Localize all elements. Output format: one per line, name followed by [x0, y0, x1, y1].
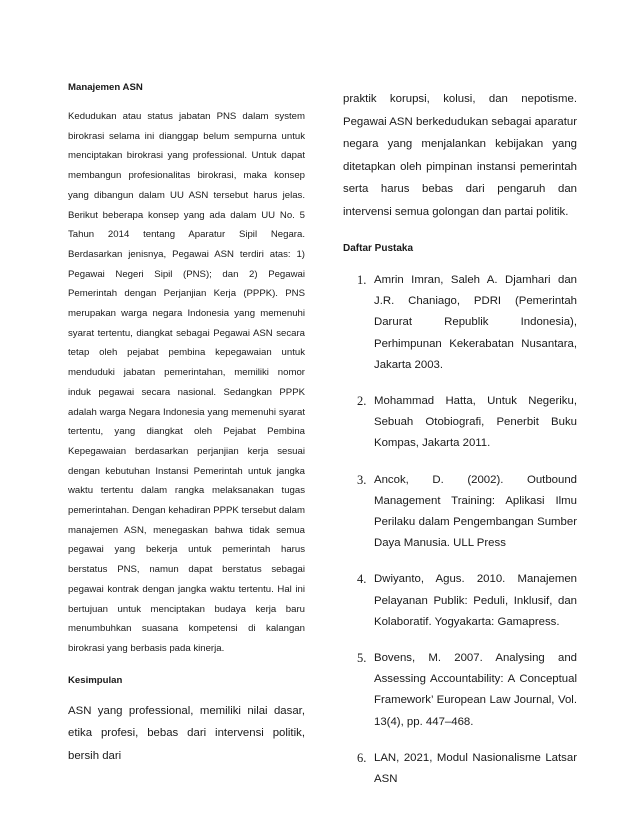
paragraph-manajemen-asn: Kedudukan atau status jabatan PNS dalam system birokrasi selama ini dianggap belum sempurna untuk menciptakan birokrasi yang professional. Untuk dapat membangun profesionalitas birokrasi, maka konsep yang dibangun dalam UU ASN tersebut harus jelas. Berikut beberapa konsep yang ada dalam UU No. 5 Tahun 2014 tentang Aparatur Sipil Negara. Berdasarkan jenisnya, Pegawai ASN terdiri atas: 1) Pegawai Negeri Sipil (PNS); dan 2) Pegawai Pemerintah dengan Perjanjian Kerja (PPPK). PNS merupakan warga negara Indonesia yang memenuhi syarat tertentu, diangkat sebagai Pegawai ASN secara tetap oleh pejabat pembina kepegawaian untuk menduduki jabatan pemerintahan, memiliki nomor induk pegawai secara nasional. Sedangkan PPPK adalah warga Negara Indonesia yang memenuhi syarat tertentu, yang diangkat oleh Pejabat Pembina Kepegawaian berdasarkan perjanjian kerja sesuai dengan kebutuhan Instansi Pemerintah untuk jangka waktu tertentu dalam rangka melaksanakan tugas pemerintahan. Dengan kehadiran PPPK tersebut dalam manajemen ASN, menegaskan bahwa tidak semua pegawai yang bekerja untuk pemerintah harus berstatus PNS, namun dapat berstatus sebagai pegawai kontrak dengan jangka waktu tertentu. Hal ini bertujuan untuk menciptakan budaya kerja baru menumbuhkan suasana kompetensi di kalangan birokrasi yang berbasis pada kinerja. [68, 111, 305, 654]
paragraph-kesimpulan-start: ASN yang professional, memiliki nilai dasar, etika profesi, bebas dari intervensi politik, bersih dari [68, 704, 305, 762]
reference-item [343, 470, 577, 555]
reference-item [343, 748, 577, 790]
reference-number: 3. [357, 472, 367, 487]
section-heading-daftar-pustaka: Daftar Pustaka [343, 243, 414, 254]
reference-text: LAN, 2021, Modul Nasionalisme Latsar ASN [374, 751, 577, 786]
reference-number: 5. [357, 651, 367, 666]
right-column [343, 88, 577, 805]
reference-item [343, 648, 577, 733]
reference-item [343, 391, 577, 455]
reference-text: Amrin Imran, Saleh A. Djamhari dan J.R. Chaniago, PDRI (Pemerintah Darurat Republik Indonesia), Perhimpunan Kekerabatan Nusantara, Jakarta 2003. [374, 274, 577, 371]
section-heading-manajemen-asn: Manajemen ASN [68, 82, 143, 93]
reference-text: Dwiyanto, Agus. 2010. Manajemen Pelayanan Publik: Peduli, Inklusif, dan Kolaboratif. Yogyakarta: Gamapress. [374, 573, 577, 628]
reference-text: Ancok, D. (2002). Outbound Management Training: Aplikasi Ilmu Perilaku dalam Pengembangan Sumber Daya Manusia. ULL Press [374, 473, 577, 550]
paragraph-kesimpulan-continued: praktik korupsi, kolusi, dan nepotisme. Pegawai ASN berkedudukan sebagai aparatur negara yang menjalankan kebijakan yang ditetapkan oleh pimpinan instansi pemerintah serta harus bebas dari pengaruh dan intervensi semua golongan dan partai politik. [343, 93, 577, 218]
reference-item [343, 569, 577, 633]
left-column [68, 82, 305, 767]
reference-number: 1. [357, 273, 367, 287]
reference-item [343, 270, 577, 376]
reference-text: Mohammad Hatta, Untuk Negeriku, Sebuah Otobiografi, Penerbit Buku Kompas, Jakarta 2011. [374, 395, 577, 450]
section-heading-kesimpulan: Kesimpulan [68, 674, 123, 686]
reference-number: 2. [357, 394, 367, 409]
reference-text: Bovens, M. 2007. Analysing and Assessing Accountability: A Conceptual Framework’ European Law Journal, Vol. 13(4), pp. 447–468. [374, 652, 577, 728]
reference-list [343, 270, 577, 790]
reference-number: 4. [357, 572, 367, 587]
reference-number: 6. [357, 750, 367, 765]
